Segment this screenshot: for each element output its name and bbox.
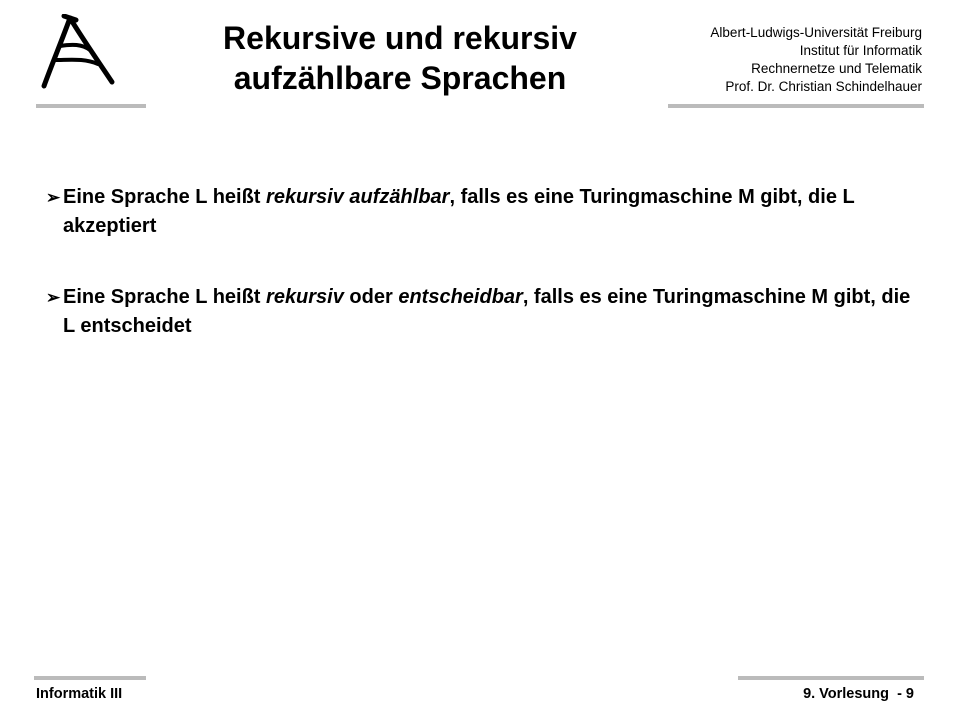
bullet-emphasis: rekursiv xyxy=(266,286,344,308)
title-line: aufzählbare Sprachen xyxy=(233,60,567,96)
bullet-emphasis: rekursiv aufzählbar xyxy=(266,186,450,208)
institution-line: Institut für Informatik xyxy=(799,43,922,58)
footer-divider-left xyxy=(34,676,146,680)
bullet-item xyxy=(46,283,916,341)
institution-line: Prof. Dr. Christian Schindelhauer xyxy=(725,79,922,94)
header-divider-left xyxy=(36,104,146,108)
arrow-bullet-icon: ➢ xyxy=(46,288,61,307)
title-line: Rekursive und rekursiv xyxy=(223,20,577,56)
bullet-text: Eine Sprache L heißt xyxy=(63,186,267,208)
footer-divider-right xyxy=(738,676,924,680)
slide-content xyxy=(46,183,916,383)
bullet-text: oder xyxy=(343,286,399,308)
university-logo-icon xyxy=(36,14,116,92)
bullet-text: Eine Sprache L heißt xyxy=(63,286,267,308)
bullet-text: , falls es eine Turingmaschine M gibt, die L akzeptiert xyxy=(63,186,855,237)
arrow-bullet-icon: ➢ xyxy=(46,188,61,207)
header-divider-right xyxy=(668,104,924,108)
footer-course: Informatik III xyxy=(36,686,123,702)
institution-block xyxy=(602,24,922,96)
bullet-text: , falls es eine Turingmaschine M gibt, die L entscheidet xyxy=(63,286,911,337)
bullet-item xyxy=(46,183,916,241)
institution-line: Rechnernetze und Telematik xyxy=(751,61,922,76)
footer-lecture: 9. Vorlesung - 9 xyxy=(803,686,914,702)
bullet-emphasis: entscheidbar xyxy=(398,286,523,308)
institution-line: Albert-Ludwigs-Universität Freiburg xyxy=(710,25,922,40)
page-title xyxy=(180,18,620,98)
